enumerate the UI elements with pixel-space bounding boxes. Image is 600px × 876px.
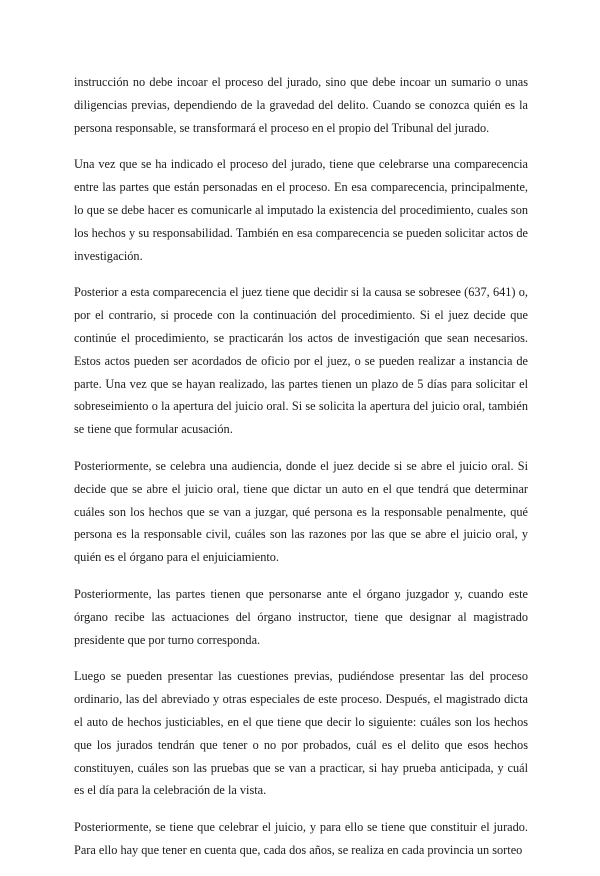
paragraph-5: Posteriormente, las partes tienen que personarse ante el órgano juzgador y, cuando este órgano recibe las actuaciones del órgano instructor, tiene que designar al magistrado presidente que por turno corresponda. (74, 586, 528, 647)
paragraph-7: Posteriormente, se tiene que celebrar el juicio, y para ello se tiene que constituir el jurado. Para ello hay que tener en cuenta que, cada dos años, se realiza en cada provincia un sorteo (74, 820, 528, 857)
paragraph-1: instrucción no debe incoar el proceso del jurado, sino que debe incoar un sumario o unas diligencias previas, dependiendo de la gravedad del delito. Cuando se conozca quién es la persona responsable, se transformará el proceso en el propio del Tribunal del jurado. (74, 75, 528, 135)
paragraph-6: Luego se pueden presentar las cuestiones previas, pudiéndose presentar las del proceso ordinario, las del abreviado y otras especiales de este proceso. Después, el magistrado dicta el auto de hechos justiciables, en el que tiene que decir lo siguiente: cuáles son los hechos que los jurados tendrán que tener o no por probados, cuál es el delito que esos hechos constituyen, cuáles son las pruebas que se van a practicar, si hay prueba anticipada, y cuál es el día para la celebración de la vista. (74, 669, 528, 798)
document-body (74, 71, 528, 876)
paragraph-2: Una vez que se ha indicado el proceso del jurado, tiene que celebrarse una comparecencia entre las partes que están personadas en el proceso. En esa comparecencia, principalmente, lo que se debe hacer es comunicarle al imputado la existencia del procedimiento, cuales son los hechos y su responsabilidad. También en esa comparecencia se pueden solicitar actos de investigación. (74, 157, 528, 263)
paragraph-3: Posterior a esta comparecencia el juez tiene que decidir si la causa se sobresee (637, 641) o, por el contrario, si procede con la continuación del procedimiento. Si el juez decide que continúe el procedimiento, se practicarán los actos de investigación que sean necesarios. Estos actos pueden ser acordados de oficio por el juez, o se pueden realizar a instancia de parte. Una vez que se hayan realizado, las partes tienen un plazo de 5 días para solicitar el sobreseimiento o la apertura del juicio oral. Si se solicita la apertura del juicio oral, también se tiene que formular acusación. (74, 285, 528, 437)
paragraph-4: Posteriormente, se celebra una audiencia, donde el juez decide si se abre el juicio oral. Si decide que se abre el juicio oral, tiene que dictar un auto en el que tendrá que determinar cuáles son los hechos que se van a juzgar, qué persona es la responsable penalmente, qué persona es la responsable civil, cuáles son las razones por las que se abre el juicio oral, y quién es el órgano para el enjuiciamiento. (74, 458, 528, 565)
